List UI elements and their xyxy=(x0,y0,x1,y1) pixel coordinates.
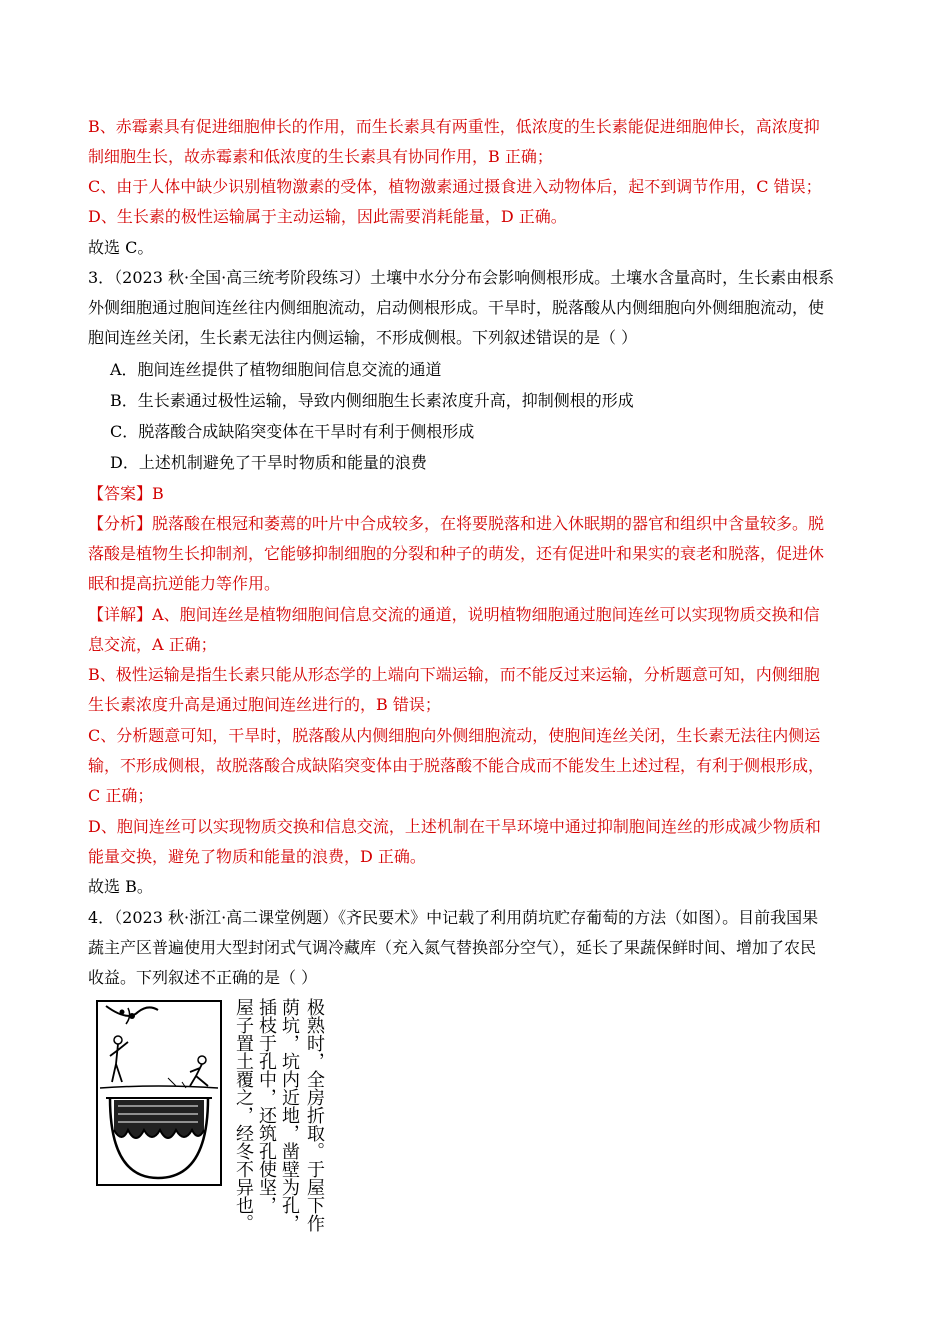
q3-detail-line: 生长素浓度升高是通过胞间连丝进行的，B 错误； xyxy=(88,695,441,714)
q3-conclusion: 故选 B。 xyxy=(88,877,153,896)
analysis-tag: 【分析】 xyxy=(88,514,153,533)
q4-stem-line: 4．（2023 秋·浙江·高二课堂例题）《齐民要术》中记载了利用荫坑贮存葡萄的方法（如图）。目前我国果 xyxy=(88,908,819,927)
figure-text-column: 插枝于孔中，还筑孔使坚， xyxy=(256,998,277,1214)
figure-text-column: 屋子置土覆之，经冬不异也。 xyxy=(233,998,254,1232)
q3-detail-line: 能量交换，避免了物质和能量的浪费，D 正确。 xyxy=(88,847,426,866)
q3-analysis-line: 眠和提高抗逆能力等作用。 xyxy=(88,574,281,593)
figure-text-column: 荫坑，坑内近地，凿壁为孔， xyxy=(279,998,300,1232)
detail-tag: 【详解】 xyxy=(88,605,153,624)
q3-detail-line: C 正确； xyxy=(88,786,154,805)
prev-answer-line: B、赤霉素具有促进细胞伸长的作用，而生长素具有两重性，低浓度的生长素能促进细胞伸长，高浓度抑 xyxy=(88,117,820,136)
q3-detail-line xyxy=(88,605,868,625)
prev-answer-line: D、生长素的极性运输属于主动运输，因此需要消耗能量，D 正确。 xyxy=(88,207,567,226)
q3-option-c: C．脱落酸合成缺陷突变体在干旱时有利于侧根形成 xyxy=(110,422,475,441)
q3-analysis-line: 落酸是植物生长抑制剂，它能够抑制细胞的分裂和种子的萌发，还有促进叶和果实的衰老和脱落，促进休 xyxy=(88,544,825,563)
prev-conclusion: 故选 C。 xyxy=(88,238,154,257)
q3-detail-line: 息交流，A 正确； xyxy=(88,635,217,654)
q3-detail-line: D、胞间连丝可以实现物质交换和信息交流，上述机制在干旱环境中通过抑制胞间连丝的形成减少物质和 xyxy=(88,817,821,836)
q3-answer xyxy=(88,484,868,504)
prev-answer-line: 制细胞生长，故赤霉素和低浓度的生长素具有协同作用，B 正确； xyxy=(88,147,553,166)
figure-text-column: 极熟时，全房折取。于屋下作 xyxy=(304,998,325,1232)
detail-text: A、胞间连丝是植物细胞间信息交流的通道，说明植物细胞通过胞间连丝可以实现物质交换和信 xyxy=(152,605,820,624)
q3-detail-line: 输，不形成侧根，故脱落酸合成缺陷突变体由于脱落酸不能合成而不能发生上述过程，有利于侧根形成， xyxy=(88,756,825,775)
q3-option-b: B．生长素通过极性运输，导致内侧细胞生长素浓度升高，抑制侧根的形成 xyxy=(110,391,634,410)
q3-stem-line: 3．（2023 秋·全国·高三统考阶段练习）土壤中水分分布会影响侧根形成。土壤水含量高时，生长素由根系 xyxy=(88,268,835,287)
q3-stem-line: 外侧细胞通过胞间连丝往内侧细胞流动，启动侧根形成。干旱时，脱落酸从内侧细胞向外侧细胞流动，使 xyxy=(88,298,825,317)
q3-option-d: D．上述机制避免了干旱时物质和能量的浪费 xyxy=(110,453,427,472)
q3-detail-line: C、分析题意可知，干旱时，脱落酸从内侧细胞向外侧细胞流动，使胞间连丝关闭，生长素无法往内侧运 xyxy=(88,726,821,745)
illustration-drawing xyxy=(98,1002,220,1184)
q3-stem-line: 胞间连丝关闭，生长素无法往内侧运输，不形成侧根。下列叙述错误的是（ ） xyxy=(88,328,638,347)
answer-value: B xyxy=(152,484,164,503)
q4-stem-line: 收益。下列叙述不正确的是（ ） xyxy=(88,968,318,987)
prev-answer-line: C、由于人体中缺少识别植物激素的受体，植物激素通过摄食进入动物体后，起不到调节作用，C 错误； xyxy=(88,177,822,196)
q3-detail-line: B、极性运输是指生长素只能从形态学的上端向下端运输，而不能反过来运输，分析题意可知，内侧细胞 xyxy=(88,665,820,684)
answer-tag: 【答案】 xyxy=(88,484,153,503)
grape-pit-illustration xyxy=(96,1000,222,1186)
q4-stem-line: 蔬主产区普遍使用大型封闭式气调冷藏库（充入氮气替换部分空气），延长了果蔬保鲜时间、增加了农民 xyxy=(88,938,817,957)
analysis-text: 脱落酸在根冠和萎蔫的叶片中合成较多，在将要脱落和进入休眠期的器官和组织中含量较多。脱 xyxy=(152,514,825,533)
q3-option-a: A．胞间连丝提供了植物细胞间信息交流的通道 xyxy=(110,360,442,379)
q3-analysis-line xyxy=(88,514,868,534)
